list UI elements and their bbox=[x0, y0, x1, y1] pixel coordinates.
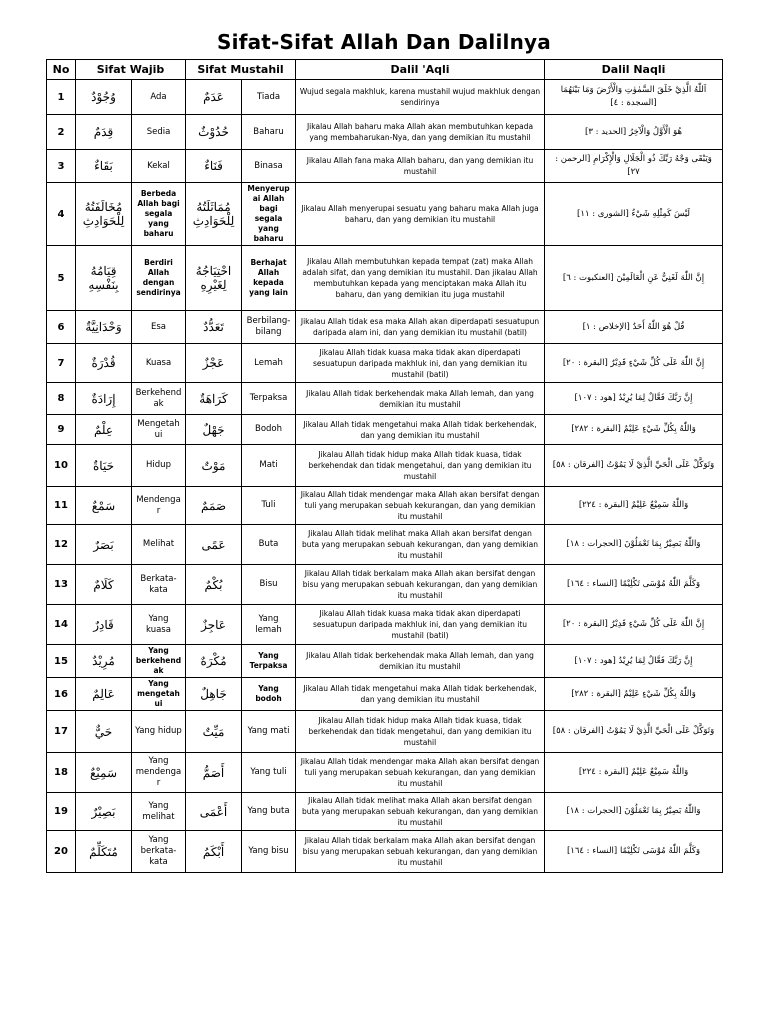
sifat-wajib-meaning: Kekal bbox=[132, 150, 186, 183]
dalil-aqli-text: Jikalau Allah menyerupai sesuatu yang baharu maka Allah juga baharu, dan yang demikian itu mustahil bbox=[296, 183, 545, 246]
dalil-aqli-text: Jikalau Allah tidak berkalam maka Allah akan bersifat dengan bisu yang merupakan sebuah kekurangan, dan yang demikian itu mustahil bbox=[296, 831, 545, 873]
dalil-naqli-text: اَللّٰهُ الَّذِيْ خَلَقَ السَّمٰوٰتِ وَالْأَرْضَ وَمَا بَيْنَهُمَا [السجدة : ٤] bbox=[545, 80, 723, 115]
dalil-naqli-text: إِنَّ رَبَّكَ فَعَّالٌ لِمَا يُرِيْدُ [هود : ١٠٧] bbox=[545, 383, 723, 415]
sifat-mustahil-meaning: Bodoh bbox=[242, 415, 296, 445]
sifat-mustahil-meaning: Buta bbox=[242, 525, 296, 565]
table-row bbox=[47, 605, 723, 645]
row-number: 4 bbox=[47, 183, 76, 246]
sifat-mustahil-meaning: Berhajat Allah kepada yang lain bbox=[242, 246, 296, 311]
sifat-mustahil-arabic: جَاهِلٌ bbox=[186, 678, 242, 711]
sifat-mustahil-arabic: عَدَمٌ bbox=[186, 80, 242, 115]
sifat-mustahil-meaning: Yang lemah bbox=[242, 605, 296, 645]
dalil-aqli-text: Jikalau Allah tidak mendengar maka Allah akan bersifat dengan tuli yang merupakan sebuah kekurangan, dan yang demikian itu mustahil bbox=[296, 753, 545, 793]
row-number: 14 bbox=[47, 605, 76, 645]
row-number: 20 bbox=[47, 831, 76, 873]
row-number: 17 bbox=[47, 711, 76, 753]
table-row bbox=[47, 115, 723, 150]
page-title: Sifat-Sifat Allah Dan Dalilnya bbox=[217, 30, 551, 54]
sifat-mustahil-arabic: كَرَاهَةٌ bbox=[186, 383, 242, 415]
sifat-wajib-arabic: حَيَاةٌ bbox=[76, 445, 132, 487]
dalil-naqli-text: لَيْسَ كَمِثْلِهِ شَيْءٌ [الشورى : ١١] bbox=[545, 183, 723, 246]
sifat-mustahil-meaning: Yang buta bbox=[242, 793, 296, 831]
sifat-wajib-meaning: Melihat bbox=[132, 525, 186, 565]
table-row bbox=[47, 678, 723, 711]
dalil-aqli-text: Jikalau Allah tidak mengetahui maka Allah tidak berkehendak, dan yang demikian itu mustahil bbox=[296, 415, 545, 445]
table-row bbox=[47, 344, 723, 383]
dalil-aqli-text: Jikalau Allah tidak mengetahui maka Allah tidak berkehendak, dan yang demikian itu mustahil bbox=[296, 678, 545, 711]
sifat-mustahil-meaning: Yang Terpaksa bbox=[242, 645, 296, 678]
sifat-mustahil-arabic: بُكْمٌ bbox=[186, 565, 242, 605]
row-number: 3 bbox=[47, 150, 76, 183]
row-number: 6 bbox=[47, 311, 76, 344]
sifat-mustahil-meaning: Baharu bbox=[242, 115, 296, 150]
header-sifat-mustahil: Sifat Mustahil bbox=[186, 60, 296, 80]
sifat-mustahil-meaning: Yang mati bbox=[242, 711, 296, 753]
sifat-wajib-arabic: قَادِرٌ bbox=[76, 605, 132, 645]
dalil-naqli-text: إِنَّ اللّٰهَ عَلَى كُلِّ شَيْءٍ قَدِيْرٌ [البقرة : ٢٠] bbox=[545, 605, 723, 645]
sifat-mustahil-arabic: عَاجِزٌ bbox=[186, 605, 242, 645]
dalil-aqli-text: Jikalau Allah tidak berkehendak maka Allah lemah, dan yang demikian itu mustahil bbox=[296, 383, 545, 415]
sifat-wajib-arabic: وَحْدَانِيَّةٌ bbox=[76, 311, 132, 344]
table-row bbox=[47, 150, 723, 183]
dalil-aqli-text: Jikalau Allah tidak melihat maka Allah akan bersifat dengan buta yang merupakan sebuah kekurangan, dan yang demikian itu mustahil bbox=[296, 525, 545, 565]
sifat-mustahil-meaning: Menyerupai Allah bagi segala yang baharu bbox=[242, 183, 296, 246]
dalil-aqli-text: Jikalau Allah tidak mendengar maka Allah akan bersifat dengan tuli yang merupakan sebuah kekurangan, dan yang demikian itu mustahil bbox=[296, 487, 545, 525]
sifat-wajib-arabic: سَمِيْعٌ bbox=[76, 753, 132, 793]
sifat-mustahil-meaning: Bisu bbox=[242, 565, 296, 605]
sifat-mustahil-meaning: Lemah bbox=[242, 344, 296, 383]
dalil-aqli-text: Jikalau Allah fana maka Allah baharu, dan yang demikian itu mustahil bbox=[296, 150, 545, 183]
dalil-naqli-text: وَاللّٰهُ سَمِيْعٌ عَلِيْمٌ [البقرة : ٢٢٤] bbox=[545, 753, 723, 793]
sifat-wajib-meaning: Sedia bbox=[132, 115, 186, 150]
sifat-wajib-arabic: سَمْعٌ bbox=[76, 487, 132, 525]
dalil-naqli-text: إِنَّ رَبَّكَ فَعَّالٌ لِمَا يُرِيْدُ [هود : ١٠٧] bbox=[545, 645, 723, 678]
dalil-aqli-text: Jikalau Allah tidak melihat maka Allah akan bersifat dengan buta yang merupakan sebuah kekurangan, dan yang demikian itu mustahil bbox=[296, 793, 545, 831]
sifat-wajib-arabic: قُدْرَةٌ bbox=[76, 344, 132, 383]
sifat-wajib-meaning: Berdiri Allah dengan sendirinya bbox=[132, 246, 186, 311]
dalil-naqli-text: وَيَبْقَى وَجْهُ رَبِّكَ ذُو الْجَلَالِ وَالْإِكْرَامِ [الرحمن : ٢٧] bbox=[545, 150, 723, 183]
sifat-wajib-meaning: Berbeda Allah bagi segala yang baharu bbox=[132, 183, 186, 246]
row-number: 9 bbox=[47, 415, 76, 445]
sifat-mustahil-meaning: Terpaksa bbox=[242, 383, 296, 415]
table-row bbox=[47, 383, 723, 415]
dalil-naqli-text: إِنَّ اللّٰهَ لَغَنِيٌّ عَنِ الْعَالَمِيْنَ [العنكبوت : ٦] bbox=[545, 246, 723, 311]
row-number: 5 bbox=[47, 246, 76, 311]
dalil-aqli-text: Jikalau Allah tidak kuasa maka tidak akan diperdapati sesuatupun daripada makhluk ini, dan yang demikian itu mustahil (batil) bbox=[296, 605, 545, 645]
dalil-aqli-text: Jikalau Allah tidak esa maka Allah akan diperdapati sesuatupun daripada alam ini, dan yang demikian itu mustahil (batil) bbox=[296, 311, 545, 344]
sifat-wajib-arabic: عَالِمٌ bbox=[76, 678, 132, 711]
row-number: 16 bbox=[47, 678, 76, 711]
table-row bbox=[47, 415, 723, 445]
sifat-wajib-arabic: بَصَرٌ bbox=[76, 525, 132, 565]
sifat-wajib-meaning: Yang berkehendak bbox=[132, 645, 186, 678]
dalil-aqli-text: Jikalau Allah tidak berkehendak maka Allah lemah, dan yang demikian itu mustahil bbox=[296, 645, 545, 678]
table-row bbox=[47, 80, 723, 115]
sifat-wajib-meaning: Mendengar bbox=[132, 487, 186, 525]
dalil-naqli-text: وَكَلَّمَ اللّٰهُ مُوْسَى تَكْلِيْمًا [النساء : ١٦٤] bbox=[545, 565, 723, 605]
sifat-mustahil-arabic: عَمًى bbox=[186, 525, 242, 565]
sifat-mustahil-arabic: تَعَدُّدٌ bbox=[186, 311, 242, 344]
sifat-mustahil-arabic: مُكْرَهٌ bbox=[186, 645, 242, 678]
dalil-naqli-text: وَتَوَكَّلْ عَلَى الْحَيِّ الَّذِيْ لَا يَمُوْتُ [الفرقان : ٥٨] bbox=[545, 445, 723, 487]
sifat-mustahil-arabic: صَمَمٌ bbox=[186, 487, 242, 525]
sifat-wajib-arabic: بَصِيْرٌ bbox=[76, 793, 132, 831]
sifat-mustahil-arabic: مَيِّتٌ bbox=[186, 711, 242, 753]
table-row bbox=[47, 487, 723, 525]
sifat-wajib-meaning: Yang melihat bbox=[132, 793, 186, 831]
dalil-aqli-text: Jikalau Allah tidak kuasa maka tidak akan diperdapati sesuatupun daripada makhluk ini, dan yang demikian itu mustahil (batil) bbox=[296, 344, 545, 383]
sifat-mustahil-arabic: عَجْزٌ bbox=[186, 344, 242, 383]
dalil-aqli-text: Jikalau Allah baharu maka Allah akan membutuhkan kepada yang membaharukan-Nya, dan yang demikian itu mustahil bbox=[296, 115, 545, 150]
sifat-wajib-meaning: Berkata-kata bbox=[132, 565, 186, 605]
sifat-mustahil-meaning: Binasa bbox=[242, 150, 296, 183]
row-number: 19 bbox=[47, 793, 76, 831]
table-row bbox=[47, 525, 723, 565]
sifat-wajib-meaning: Yang hidup bbox=[132, 711, 186, 753]
sifat-wajib-arabic: مُرِيْدٌ bbox=[76, 645, 132, 678]
sifat-wajib-arabic: عِلْمٌ bbox=[76, 415, 132, 445]
dalil-naqli-text: هُوَ الْأَوَّلُ وَالْآخِرُ [الحديد : ٣] bbox=[545, 115, 723, 150]
dalil-naqli-text: قُلْ هُوَ اللّٰهُ أَحَدٌ [الإخلاص : ١] bbox=[545, 311, 723, 344]
sifat-wajib-arabic: حَيٌّ bbox=[76, 711, 132, 753]
dalil-naqli-text: وَاللّٰهُ بِكُلِّ شَيْءٍ عَلِيْمٌ [البقرة : ٢٨٢] bbox=[545, 678, 723, 711]
dalil-naqli-text: إِنَّ اللّٰهَ عَلَى كُلِّ شَيْءٍ قَدِيْرٌ [البقرة : ٢٠] bbox=[545, 344, 723, 383]
header-dalil-naqli: Dalil Naqli bbox=[545, 60, 723, 80]
header-no: No bbox=[47, 60, 76, 80]
sifat-wajib-arabic: مُخَالَفَتُهُ لِلْحَوَادِثِ bbox=[76, 183, 132, 246]
row-number: 8 bbox=[47, 383, 76, 415]
row-number: 18 bbox=[47, 753, 76, 793]
sifat-wajib-meaning: Esa bbox=[132, 311, 186, 344]
sifat-mustahil-arabic: حُدُوْثٌ bbox=[186, 115, 242, 150]
row-number: 13 bbox=[47, 565, 76, 605]
sifat-wajib-arabic: كَلَامٌ bbox=[76, 565, 132, 605]
table-row bbox=[47, 565, 723, 605]
sifat-mustahil-meaning: Yang bodoh bbox=[242, 678, 296, 711]
dalil-aqli-text: Jikalau Allah tidak hidup maka Allah tidak kuasa, tidak berkehendak dan tidak mengetahui, dan yang demikian itu mustahil bbox=[296, 711, 545, 753]
sifat-mustahil-arabic: جَهْلٌ bbox=[186, 415, 242, 445]
sifat-mustahil-meaning: Yang tuli bbox=[242, 753, 296, 793]
sifat-mustahil-arabic: فَنَاءٌ bbox=[186, 150, 242, 183]
sifat-mustahil-meaning: Tuli bbox=[242, 487, 296, 525]
dalil-aqli-text: Jikalau Allah tidak berkalam maka Allah akan bersifat dengan bisu yang merupakan sebuah kekurangan, dan yang demikian itu mustahil bbox=[296, 565, 545, 605]
table-row bbox=[47, 311, 723, 344]
table-body bbox=[47, 80, 723, 873]
table-row bbox=[47, 445, 723, 487]
row-number: 12 bbox=[47, 525, 76, 565]
sifat-wajib-arabic: قِدَمٌ bbox=[76, 115, 132, 150]
sifat-mustahil-arabic: احْتِيَاجُهُ لِغَيْرِهِ bbox=[186, 246, 242, 311]
sifat-mustahil-meaning: Tiada bbox=[242, 80, 296, 115]
sifat-mustahil-arabic: أَبْكَمُ bbox=[186, 831, 242, 873]
dalil-naqli-text: وَاللّٰهُ بِكُلِّ شَيْءٍ عَلِيْمٌ [البقرة : ٢٨٢] bbox=[545, 415, 723, 445]
row-number: 1 bbox=[47, 80, 76, 115]
table-row bbox=[47, 645, 723, 678]
sifat-wajib-meaning: Yang mengetahui bbox=[132, 678, 186, 711]
row-number: 2 bbox=[47, 115, 76, 150]
sifat-mustahil-arabic: مَوْتٌ bbox=[186, 445, 242, 487]
sifat-mustahil-arabic: أَعْمَى bbox=[186, 793, 242, 831]
sifat-mustahil-meaning: Berbilang-bilang bbox=[242, 311, 296, 344]
dalil-naqli-text: وَاللّٰهُ بَصِيْرٌ بِمَا تَعْمَلُوْنَ [الحجرات : ١٨] bbox=[545, 525, 723, 565]
table-row bbox=[47, 711, 723, 753]
table-header-row bbox=[47, 60, 723, 80]
sifat-mustahil-meaning: Mati bbox=[242, 445, 296, 487]
sifat-wajib-meaning: Yang berkata-kata bbox=[132, 831, 186, 873]
row-number: 7 bbox=[47, 344, 76, 383]
sifat-wajib-arabic: وُجُوْدٌ bbox=[76, 80, 132, 115]
sifat-table bbox=[46, 59, 723, 873]
dalil-naqli-text: وَتَوَكَّلْ عَلَى الْحَيِّ الَّذِيْ لَا يَمُوْتُ [الفرقان : ٥٨] bbox=[545, 711, 723, 753]
sifat-mustahil-meaning: Yang bisu bbox=[242, 831, 296, 873]
row-number: 15 bbox=[47, 645, 76, 678]
sifat-wajib-meaning: Yang kuasa bbox=[132, 605, 186, 645]
table-row bbox=[47, 793, 723, 831]
sifat-wajib-meaning: Yang mendengar bbox=[132, 753, 186, 793]
dalil-aqli-text: Jikalau Allah tidak hidup maka Allah tidak kuasa, tidak berkehendak dan tidak mengetahui, dan yang demikian itu mustahil bbox=[296, 445, 545, 487]
table-row bbox=[47, 831, 723, 873]
row-number: 10 bbox=[47, 445, 76, 487]
sifat-mustahil-arabic: أَصَمُّ bbox=[186, 753, 242, 793]
table-row bbox=[47, 246, 723, 311]
sifat-wajib-meaning: Kuasa bbox=[132, 344, 186, 383]
dalil-aqli-text: Jikalau Allah membutuhkan kepada tempat (zat) maka Allah adalah sifat, dan yang demikian itu mustahil. Dan jikalau Allah membutuhkan kepada yang menciptakan maka Allah itu baharu, dan yang demikian itu juga mustahil bbox=[296, 246, 545, 311]
sifat-wajib-arabic: إِرَادَةٌ bbox=[76, 383, 132, 415]
header-sifat-wajib: Sifat Wajib bbox=[76, 60, 186, 80]
table-row bbox=[47, 753, 723, 793]
table-row bbox=[47, 183, 723, 246]
dalil-naqli-text: وَاللّٰهُ سَمِيْعٌ عَلِيْمٌ [البقرة : ٢٢٤] bbox=[545, 487, 723, 525]
dalil-aqli-text: Wujud segala makhluk, karena mustahil wujud makhluk dengan sendirinya bbox=[296, 80, 545, 115]
dalil-naqli-text: وَكَلَّمَ اللّٰهُ مُوْسَى تَكْلِيْمًا [النساء : ١٦٤] bbox=[545, 831, 723, 873]
sifat-wajib-arabic: مُتَكَلِّمٌ bbox=[76, 831, 132, 873]
header-dalil-aqli: Dalil 'Aqli bbox=[296, 60, 545, 80]
sifat-wajib-meaning: Berkehendak bbox=[132, 383, 186, 415]
sifat-wajib-meaning: Mengetahui bbox=[132, 415, 186, 445]
sifat-wajib-arabic: قِيَامُهُ بِنَفْسِهِ bbox=[76, 246, 132, 311]
sifat-wajib-arabic: بَقَاءٌ bbox=[76, 150, 132, 183]
row-number: 11 bbox=[47, 487, 76, 525]
dalil-naqli-text: وَاللّٰهُ بَصِيْرٌ بِمَا تَعْمَلُوْنَ [الحجرات : ١٨] bbox=[545, 793, 723, 831]
sifat-wajib-meaning: Ada bbox=[132, 80, 186, 115]
sifat-wajib-meaning: Hidup bbox=[132, 445, 186, 487]
sifat-mustahil-arabic: مُمَاثَلَتُهُ لِلْحَوَادِثِ bbox=[186, 183, 242, 246]
